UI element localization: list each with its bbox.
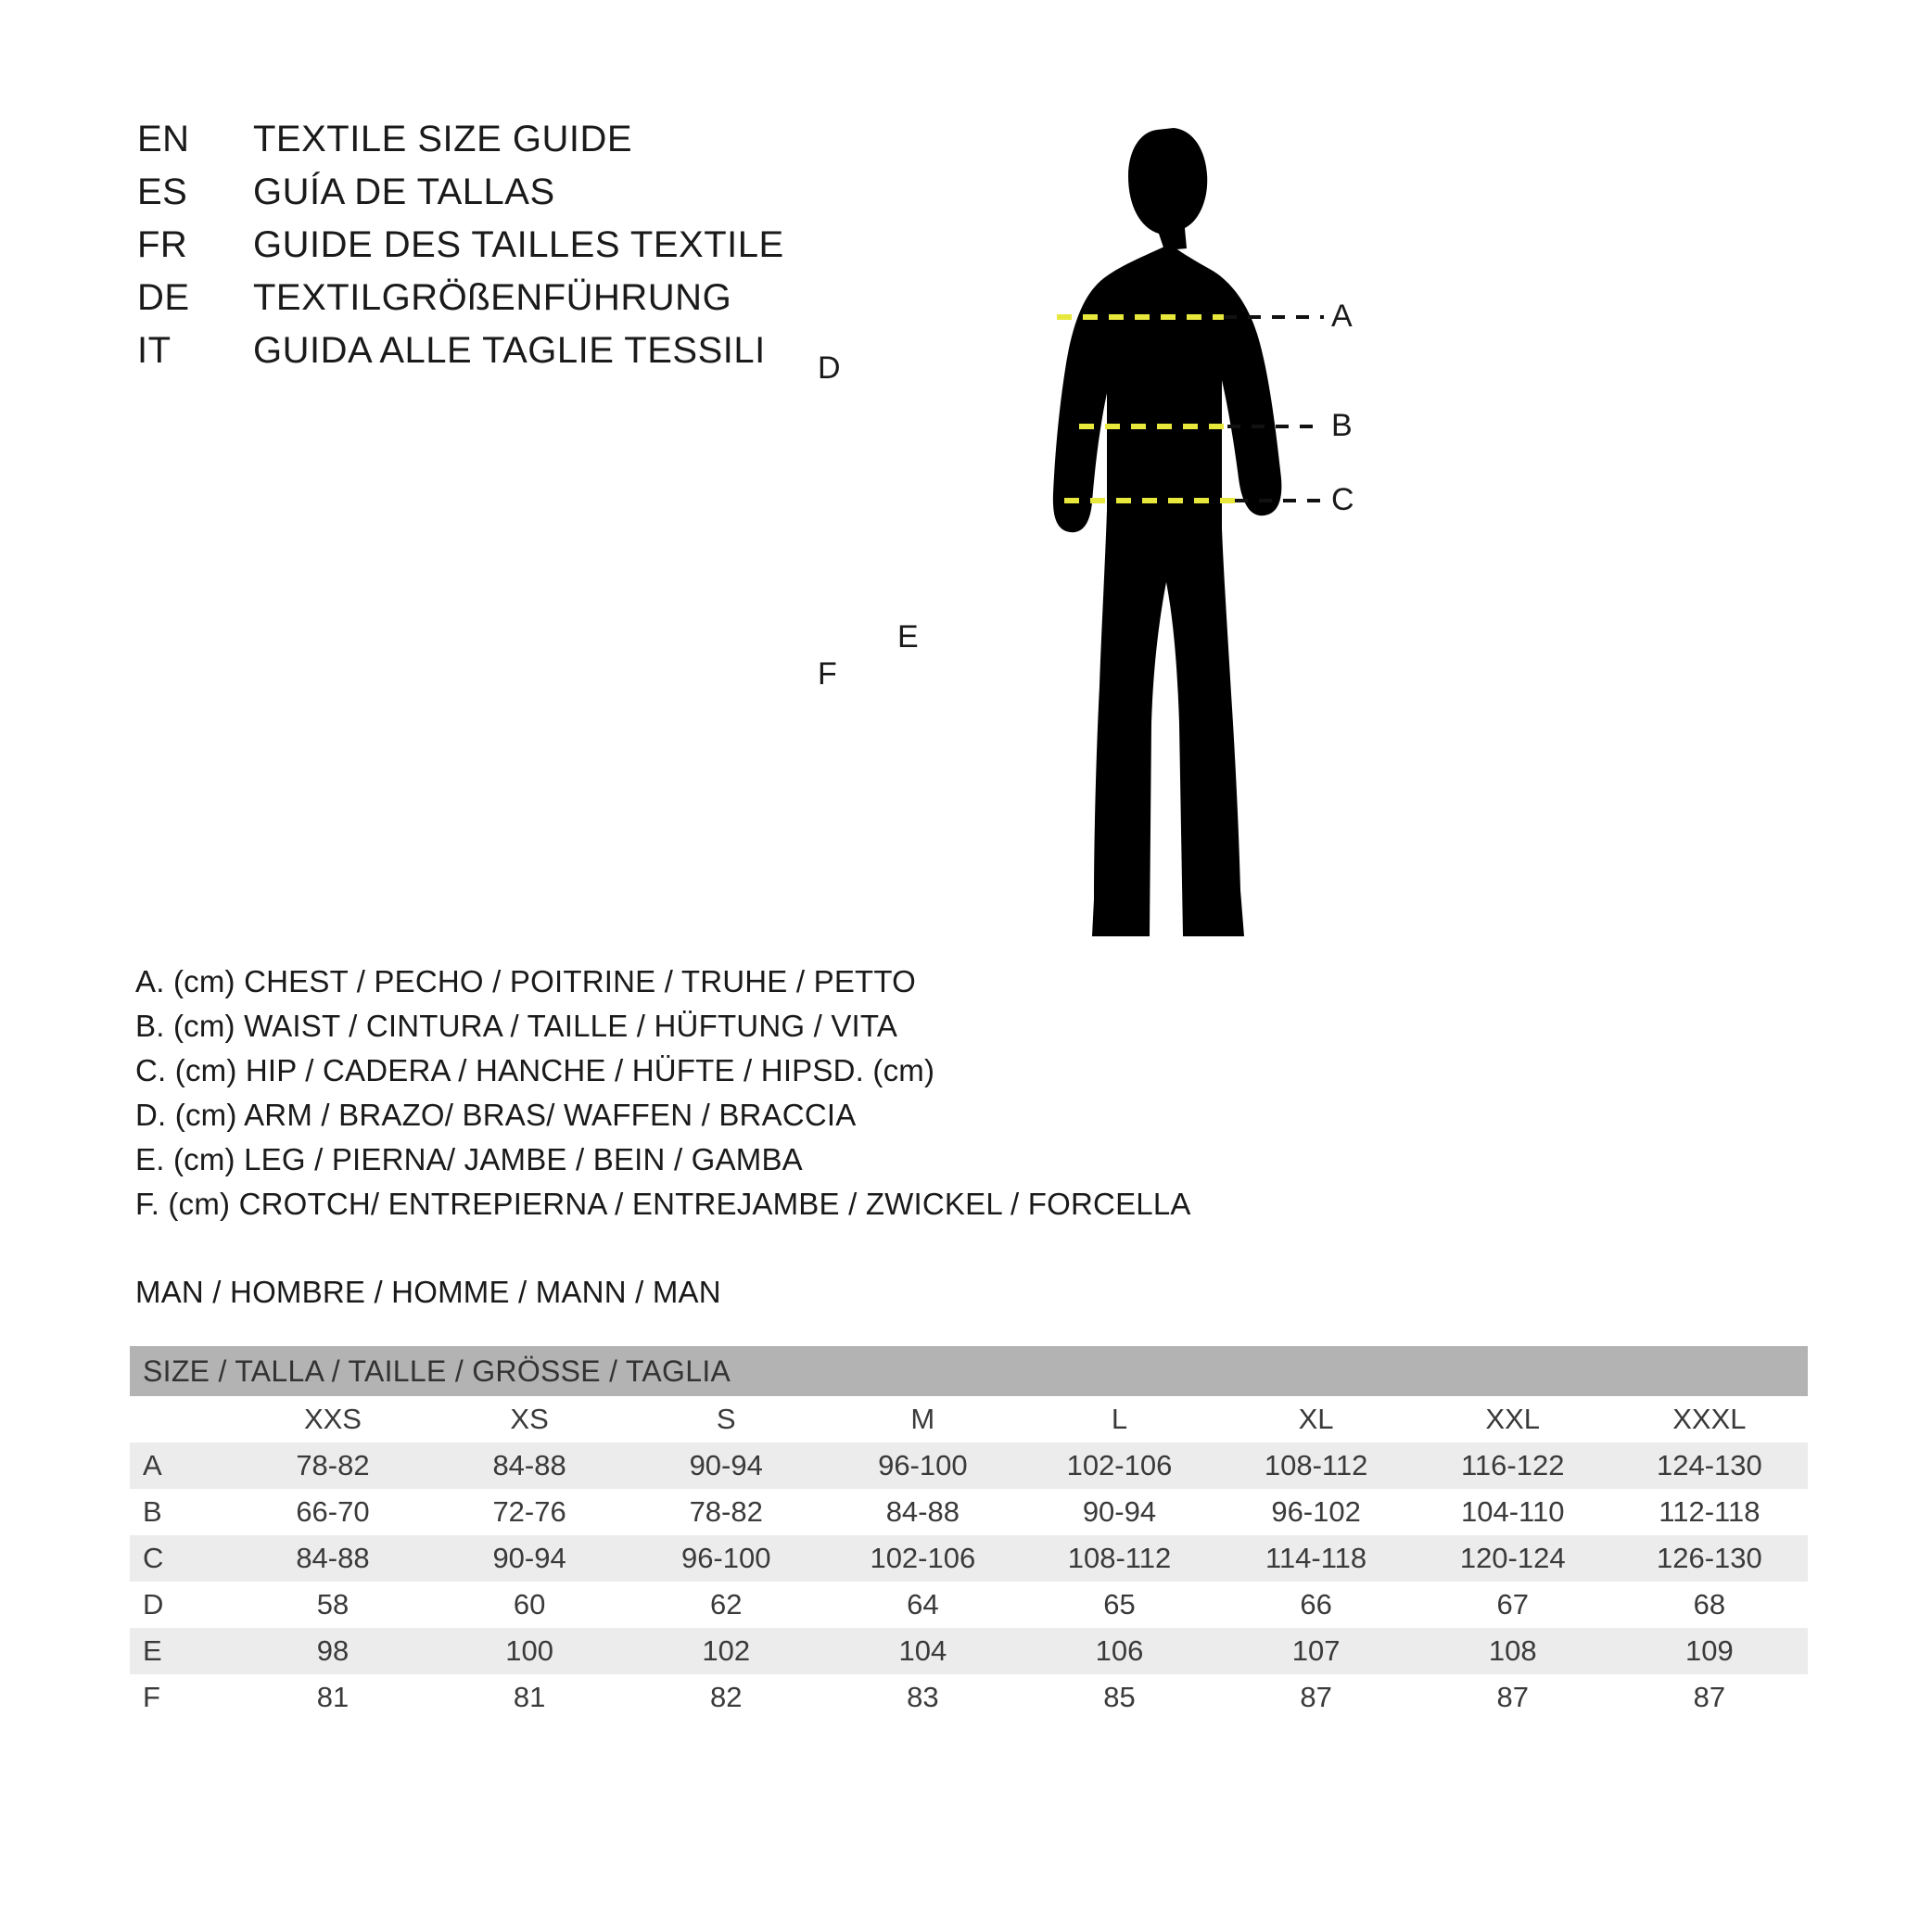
cell-b-xl: 96-102 <box>1218 1489 1415 1535</box>
table-row <box>130 1489 1808 1535</box>
table-header-row <box>130 1396 1808 1443</box>
table-header-xs: XS <box>431 1396 628 1443</box>
cell-e-m: 104 <box>824 1628 1021 1674</box>
cell-c-xs: 90-94 <box>431 1535 628 1582</box>
table-header-l: L <box>1021 1396 1217 1443</box>
cell-c-xxs: 84-88 <box>235 1535 431 1582</box>
table-header-s: S <box>628 1396 824 1443</box>
row-label-c: C <box>130 1535 235 1582</box>
cell-d-xs: 60 <box>431 1582 628 1628</box>
legend-item-b: B. (cm) WAIST / CINTURA / TAILLE / HÜFTUNG / VITA <box>135 1009 898 1043</box>
cell-d-xxxl: 68 <box>1611 1582 1808 1628</box>
table-banner-row <box>130 1346 1808 1396</box>
cell-b-xxxl: 112-118 <box>1611 1489 1808 1535</box>
cell-f-xs: 81 <box>431 1674 628 1721</box>
cell-d-xxs: 58 <box>235 1582 431 1628</box>
table-banner-label: SIZE / TALLA / TAILLE / GRÖSSE / TAGLIA <box>130 1346 1808 1396</box>
cell-e-s: 102 <box>628 1628 824 1674</box>
title-text-en: TEXTILE SIZE GUIDE <box>253 119 633 159</box>
row-label-d: D <box>130 1582 235 1628</box>
title-row-es <box>137 172 784 224</box>
row-label-e: E <box>130 1628 235 1674</box>
cell-f-xxs: 81 <box>235 1674 431 1721</box>
cell-d-m: 64 <box>824 1582 1021 1628</box>
title-text-it: GUIDA ALLE TAGLIE TESSILI <box>253 330 766 371</box>
dim-label-b: B <box>1331 408 1353 443</box>
title-lang-fr: FR <box>137 224 188 265</box>
cell-e-xs: 100 <box>431 1628 628 1674</box>
table-row <box>130 1628 1808 1674</box>
title-row-en <box>137 119 784 172</box>
table-header-m: M <box>824 1396 1021 1443</box>
dim-label-f: F <box>818 656 837 692</box>
cell-e-xl: 107 <box>1218 1628 1415 1674</box>
title-text-fr: GUIDE DES TAILLES TEXTILE <box>253 224 784 265</box>
title-lang-en: EN <box>137 119 190 159</box>
cell-a-m: 96-100 <box>824 1443 1021 1489</box>
man-silhouette-icon <box>1053 128 1281 936</box>
legend-item-e: E. (cm) LEG / PIERNA/ JAMBE / BEIN / GAMBA <box>135 1142 803 1176</box>
cell-a-s: 90-94 <box>628 1443 824 1489</box>
cell-e-xxs: 98 <box>235 1628 431 1674</box>
cell-f-xxxl: 87 <box>1611 1674 1808 1721</box>
legend-item-a: A. (cm) CHEST / PECHO / POITRINE / TRUHE / PETTO <box>135 964 917 998</box>
cell-b-m: 84-88 <box>824 1489 1021 1535</box>
cell-d-l: 65 <box>1021 1582 1217 1628</box>
table-header-xxl: XXL <box>1415 1396 1611 1443</box>
cell-f-xl: 87 <box>1218 1674 1415 1721</box>
legend-item-f: F. (cm) CROTCH/ ENTREPIERNA / ENTREJAMBE / ZWICKEL / FORCELLA <box>135 1187 1191 1221</box>
table-header-xl: XL <box>1218 1396 1415 1443</box>
cell-a-xxs: 78-82 <box>235 1443 431 1489</box>
row-label-b: B <box>130 1489 235 1535</box>
cell-a-xs: 84-88 <box>431 1443 628 1489</box>
cell-d-xl: 66 <box>1218 1582 1415 1628</box>
title-row-fr <box>137 224 784 277</box>
cell-c-s: 96-100 <box>628 1535 824 1582</box>
cell-c-m: 102-106 <box>824 1535 1021 1582</box>
dim-label-a: A <box>1331 299 1353 334</box>
cell-d-xxl: 67 <box>1415 1582 1611 1628</box>
title-text-de: TEXTILGRÖßENFÜHRUNG <box>253 277 732 318</box>
table-header-corner <box>130 1396 235 1443</box>
cell-a-xxl: 116-122 <box>1415 1443 1611 1489</box>
title-lang-de: DE <box>137 277 190 318</box>
dim-label-e: E <box>897 619 919 655</box>
cell-e-xxxl: 109 <box>1611 1628 1808 1674</box>
legend-item-c: C. (cm) HIP / CADERA / HANCHE / HÜFTE / HIPSD. (cm) <box>135 1053 935 1087</box>
dim-label-d: D <box>818 350 841 386</box>
size-table <box>130 1346 1808 1721</box>
cell-c-l: 108-112 <box>1021 1535 1217 1582</box>
cell-a-xl: 108-112 <box>1218 1443 1415 1489</box>
table-row <box>130 1674 1808 1721</box>
row-label-f: F <box>130 1674 235 1721</box>
cell-e-xxl: 108 <box>1415 1628 1611 1674</box>
table-header-xxxl: XXXL <box>1611 1396 1808 1443</box>
body-measurement-diagram <box>818 74 1928 1307</box>
title-row-it <box>137 330 784 383</box>
cell-b-xxl: 104-110 <box>1415 1489 1611 1535</box>
legend-item-d: D. (cm) ARM / BRAZO/ BRAS/ WAFFEN / BRACCIA <box>135 1098 857 1132</box>
cell-d-s: 62 <box>628 1582 824 1628</box>
cell-b-s: 78-82 <box>628 1489 824 1535</box>
cell-f-xxl: 87 <box>1415 1674 1611 1721</box>
cell-c-xxl: 120-124 <box>1415 1535 1611 1582</box>
cell-b-xs: 72-76 <box>431 1489 628 1535</box>
title-block <box>137 119 784 383</box>
table-row <box>130 1443 1808 1489</box>
gender-label: MAN / HOMBRE / HOMME / MANN / MAN <box>135 1275 721 1309</box>
table-header-xxs: XXS <box>235 1396 431 1443</box>
table-row <box>130 1535 1808 1582</box>
cell-c-xxxl: 126-130 <box>1611 1535 1808 1582</box>
title-row-de <box>137 277 784 330</box>
title-lang-it: IT <box>137 330 172 371</box>
cell-b-l: 90-94 <box>1021 1489 1217 1535</box>
title-lang-es: ES <box>137 172 188 212</box>
table-row <box>130 1582 1808 1628</box>
cell-a-l: 102-106 <box>1021 1443 1217 1489</box>
cell-a-xxxl: 124-130 <box>1611 1443 1808 1489</box>
cell-f-s: 82 <box>628 1674 824 1721</box>
cell-e-l: 106 <box>1021 1628 1217 1674</box>
cell-f-m: 83 <box>824 1674 1021 1721</box>
row-label-a: A <box>130 1443 235 1489</box>
dim-label-c: C <box>1331 482 1354 517</box>
title-text-es: GUÍA DE TALLAS <box>253 172 555 212</box>
cell-c-xl: 114-118 <box>1218 1535 1415 1582</box>
cell-f-l: 85 <box>1021 1674 1217 1721</box>
cell-b-xxs: 66-70 <box>235 1489 431 1535</box>
